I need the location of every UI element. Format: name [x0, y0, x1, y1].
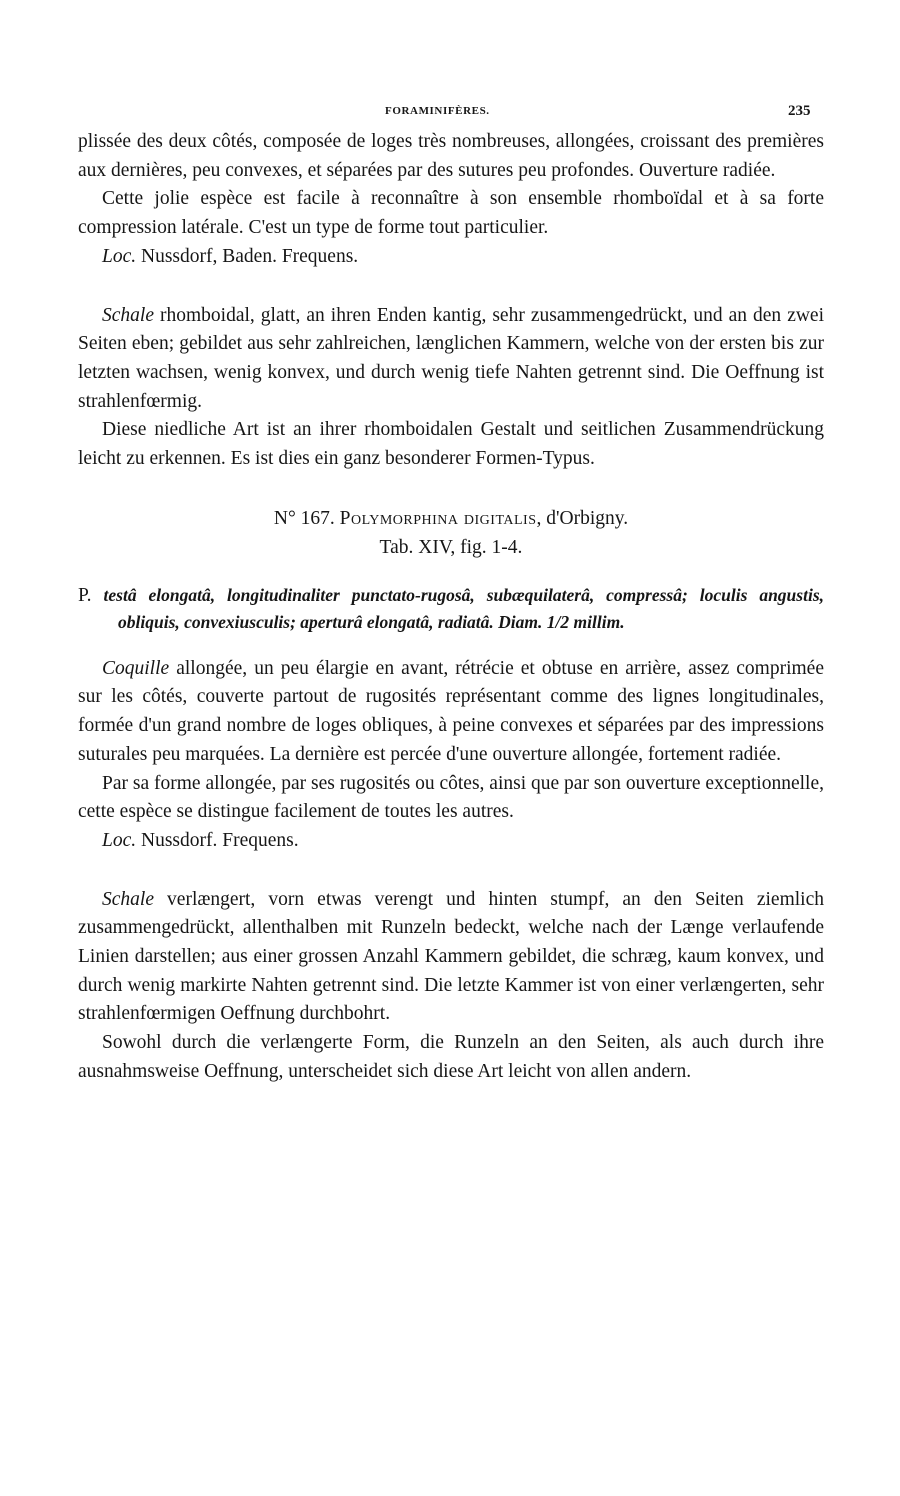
french-description — [78, 655, 824, 770]
german-description-label: Schale — [102, 304, 154, 326]
french-description-label: Coquille — [102, 657, 170, 679]
german-description-text: rhomboidal, glatt, an ihren Enden kantig, sehr zusammengedrückt, und an den zwei Seiten eben; gebildet aus sehr zahlreichen, længlichen Kammern, welche von der ersten bis zur letzten wachsen, wenig konvex, und durch wenig tiefe Nahten getrennt sind. Die Oeffnung ist strahlenfœrmig. — [78, 304, 825, 412]
locality-label-2: Loc. — [102, 829, 137, 851]
running-head-title: FORAMINIFÈRES. — [385, 105, 490, 117]
locality-label: Loc. — [102, 245, 137, 267]
species-number: N° 167. — [273, 507, 335, 529]
french-remark-2: Par sa forme allongée, par ses rugosités ou côtes, ainsi que par son ouverture exceptionnelle, cette espèce se distingue facilement de toutes les autres. — [78, 772, 824, 823]
locality-line-2 — [78, 827, 824, 856]
german-description — [78, 302, 824, 417]
german-description-text-2: verlængert, vorn etwas verengt und hinten stumpf, an den Seiten ziemlich zusammengedrückt, allenthalben mit Runzeln bedeckt, welche nach der Længe verlaufende Linien darstellen; aus einer grossen Anzahl Kammern gebildet, die schræg, kaum konvex, und durch wenig markirte Nahten getrennt sind. Die letzte Kammer ist von einer verlængerten, sehr strahlenfœrmigen Oeffnung durchbohrt. — [78, 888, 824, 1025]
german-description-2 — [78, 886, 824, 1030]
species-author: , d'Orbigny. — [536, 507, 629, 529]
page-body — [78, 128, 824, 1087]
page-number: 235 — [788, 103, 811, 119]
species-heading — [78, 504, 824, 533]
french-remark: Cette jolie espèce est facile à reconnaître à son ensemble rhomboïdal et à sa forte compression latérale. C'est un type de forme tout particulier. — [78, 188, 824, 239]
locality-line — [78, 243, 824, 272]
diagnosis-text: testâ elongatâ, longitudinaliter punctato-rugosâ, subæquilaterâ, compressâ; loculis angustis, obliquis, convexiusculis; aperturâ elongatâ, radiatâ. Diam. 1/2 millim. — [103, 584, 825, 632]
german-description-label-2: Schale — [102, 888, 154, 910]
german-remark: Diese niedliche Art ist an ihrer rhomboidalen Gestalt und seitlichen Zusammendrückung leicht zu erkennen. Es ist dies ein ganz besonderer Formen-Typus. — [78, 419, 824, 470]
species-name: Polymorphina digitalis — [339, 507, 537, 529]
latin-diagnosis — [78, 582, 824, 635]
french-description-text: allongée, un peu élargie en avant, rétrécie et obtuse en arrière, assez comprimée sur les côtés, couverte partout de rugosités représentant comme des lignes longitudinales, formée d'un grand nombre de loges obliques, à peine convexes et séparées par des impressions suturales peu marquées. La dernière est percée d'une ouverture allongée, fortement radiée. — [78, 657, 824, 765]
plate-reference: Tab. XIV, fig. 1-4. — [379, 536, 523, 558]
diagnosis-genus-initial: P. — [78, 584, 92, 606]
running-head — [0, 103, 900, 123]
locality-text: Nussdorf, Baden. Frequens. — [141, 245, 359, 267]
locality-text-2: Nussdorf. Frequens. — [141, 829, 299, 851]
german-remark-2: Sowohl durch die verlængerte Form, die Runzeln an den Seiten, als auch durch ihre ausnahmsweise Oeffnung, unterscheidet sich diese Art leicht von allen andern. — [78, 1032, 824, 1082]
french-description-continued: plissée des deux côtés, composée de loges très nombreuses, allongées, croissant des premières aux dernières, peu convexes, et séparées par des sutures peu profondes. Ouverture radiée. — [78, 131, 824, 181]
